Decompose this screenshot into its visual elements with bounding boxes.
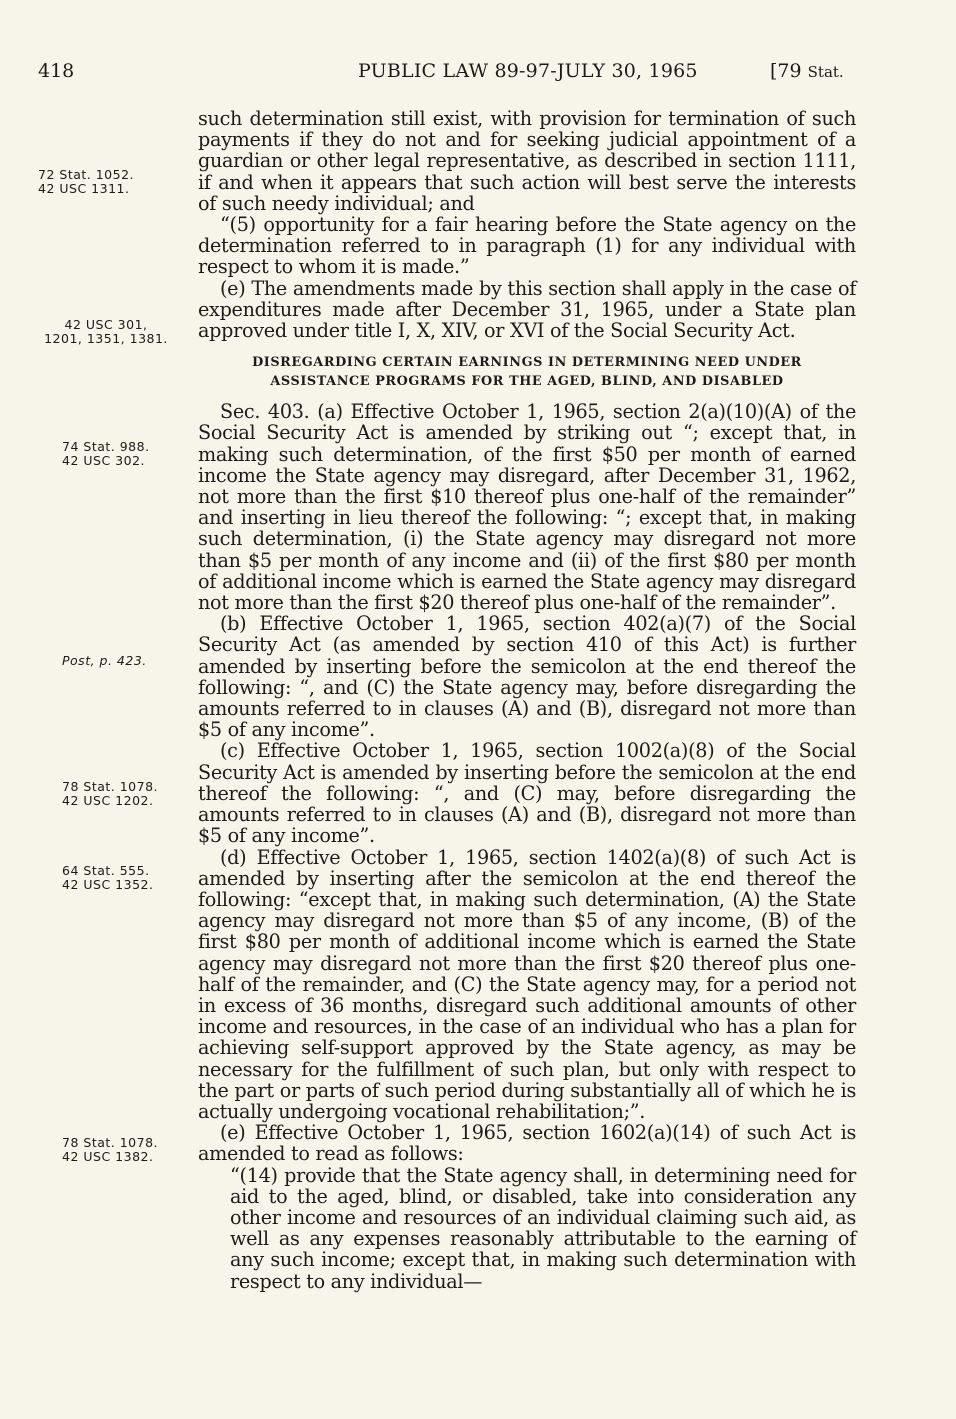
paragraph: such determination still exist, with provision for termination of such payments if they do not and for seeking judicial appointment of a guardian or other legal representative, as described in section 1111, if and when it appears that such action will best serve the interests of such needy individual; and [198, 107, 856, 215]
margin-note [62, 864, 212, 892]
margin-note-line: 78 Stat. 1078. [62, 1135, 159, 1150]
margin-note [62, 654, 212, 668]
volume-suffix: Stat. [807, 63, 844, 81]
paragraph: (c) Effective October 1, 1965, section 1002(a)(8) of the Social Security Act is amended by inserting before the semicolon at the end thereof the following: “, and (C) may, before disregarding the amounts referred to in clauses (A) and (B), disregard not more than $5 of any income”. [198, 739, 856, 848]
page-header [0, 60, 956, 90]
volume-reference [770, 60, 844, 82]
margin-note-line: 78 Stat. 1078. [62, 779, 159, 794]
paragraph [198, 401, 856, 613]
margin-note-line: 74 Stat. 988. [62, 439, 150, 454]
page-number: 418 [38, 60, 75, 82]
margin-note-line: 72 Stat. 1052. [38, 167, 135, 182]
margin-note-line: 42 USC 302. [62, 453, 145, 468]
paragraph: “(5) opportunity for a fair hearing before the State agency on the determination referred to in paragraph (1) for any individual with respect to whom it is made.” [198, 213, 856, 279]
margin-note [62, 440, 212, 468]
margin-note-line: 42 USC 301, [64, 317, 148, 332]
paragraph: (e) The amendments made by this section shall apply in the case of expenditures made after December 31, 1965, under a State plan approved under title I, X, XIV, or XVI of the Social Security Act. [198, 276, 856, 343]
paragraph: (d) Effective October 1, 1965, section 1402(a)(8) of such Act is amended by inserting after the semicolon at the end thereof the following: “except that, in making such determination, (A) the State agency may disregard not more than $5 of any income, (B) of the first $80 per month of additional income which is earned the State agency may disregard not more than the first $20 thereof plus one-half of the remainder, and (C) the State agency may, for a period not in excess of 36 months, disregard such additional amounts of other income and resources, in the case of an individual who has a plan for achieving self-support approved by the State agency, as may be necessary for the fulfillment of such plan, but only with respect to the part or parts of such period during substantially all of which he is actually undergoing vocational rehabilitation;”. [198, 845, 856, 1123]
margin-note-line: 42 USC 1311. [38, 181, 130, 196]
margin-note-line: 42 USC 1352. [62, 877, 154, 892]
margin-note [38, 168, 188, 196]
section-label: Sec. 403. [220, 400, 310, 424]
margin-note-line: 42 USC 1202. [62, 793, 154, 808]
margin-note [30, 318, 182, 346]
paragraph-text: (a) Effective October 1, 1965, section 2(a)(10)(A) of the Social Security Act is amended by striking out “; except that, in making such determination, of the first $50 per month of earned income the State agency may disregard, after December 31, 1962, not more than the first $10 thereof plus one-half of the remainder” and inserting in lieu thereof the following: “; except that, in making such determination, (i) the State agency may disregard not more than $5 per month of any income and (ii) of the first $80 per month of additional income which is earned the State agency may disregard not more than the first $20 thereof plus one-half of the remainder”. [198, 400, 856, 615]
paragraph: “(14) provide that the State agency shall, in determining need for aid to the aged, blind, or disabled, take into consideration any other income and resources of an individual claiming such aid, as well as any expenses reasonably attributable to the earning of any such income; except that, in making such determination with respect to any individual— [230, 1163, 856, 1293]
margin-note [62, 780, 212, 808]
body-text [198, 108, 856, 1292]
paragraph: (b) Effective October 1, 1965, section 402(a)(7) of the Social Security Act (as amended by section 410 of this Act) is further amended by inserting before the semicolon at the end thereof the following: “, and (C) the State agency may, before disregarding the amounts referred to in clauses (A) and (B), disregard not more than $5 of any income”. [198, 612, 856, 742]
running-head: PUBLIC LAW 89-97-JULY 30, 1965 [358, 60, 698, 82]
volume-prefix: [79 [770, 60, 808, 82]
margin-note-line: 42 USC 1382. [62, 1149, 154, 1164]
margin-note-line: Post, p. 423. [62, 653, 147, 668]
section-heading: DISREGARDING CERTAIN EARNINGS IN DETERMINING NEED UNDER ASSISTANCE PROGRAMS FOR THE AGED, BLIND, AND DISABLED [252, 355, 802, 390]
margin-note-line: 1201, 1351, 1381. [44, 331, 168, 346]
margin-note [62, 1136, 212, 1164]
paragraph: (e) Effective October 1, 1965, section 1602(a)(14) of such Act is amended to read as follows: [198, 1121, 856, 1166]
margin-note-line: 64 Stat. 555. [62, 863, 150, 878]
